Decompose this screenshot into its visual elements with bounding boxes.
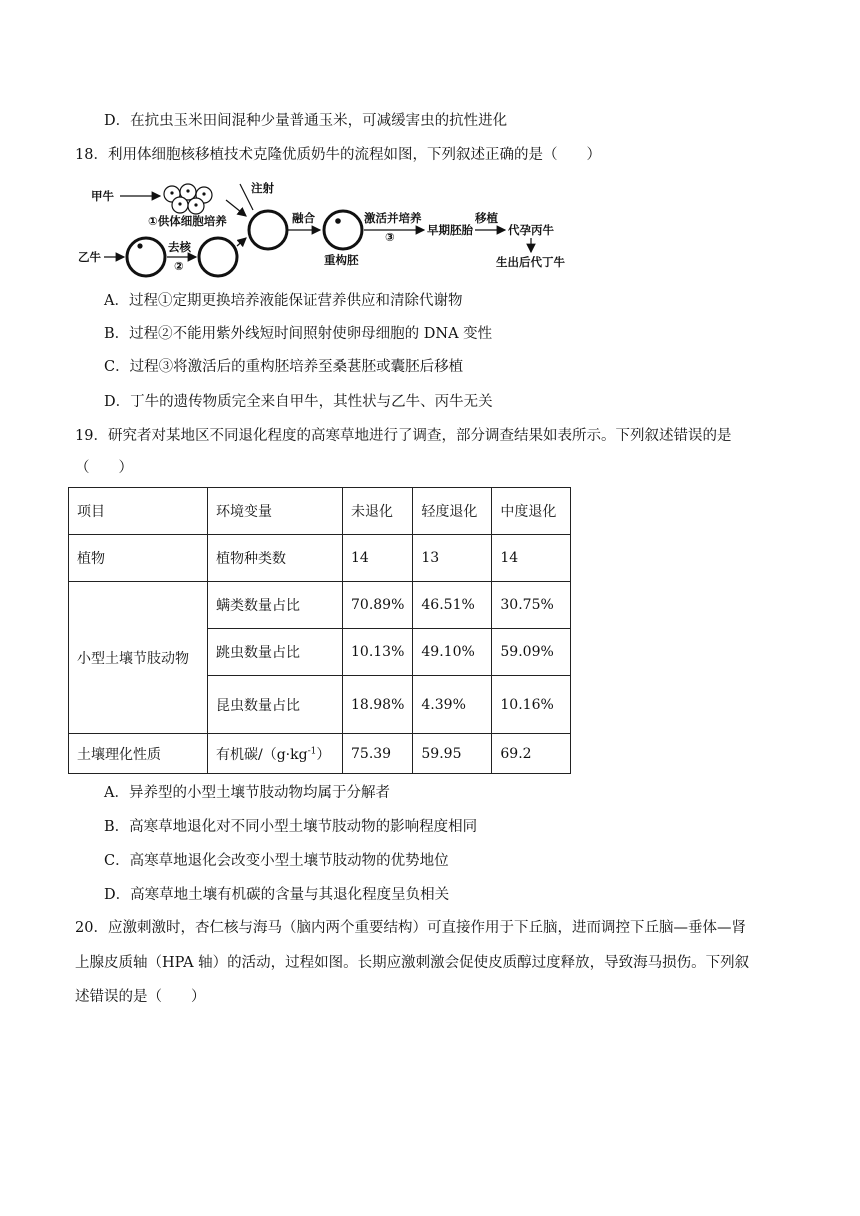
cloning-flow-diagram (68, 178, 588, 278)
q19-option-a: A．异养型的小型土壤节肢动物均属于分解者 (104, 785, 390, 801)
label-early-embryo: 早期胚胎 (427, 223, 473, 237)
cell: 10.16% (492, 676, 571, 734)
label-activate: 激活并培养 (364, 211, 422, 225)
embryo-nucleus-icon (335, 218, 341, 224)
cell: 49.10% (413, 629, 492, 676)
needle-arrow (226, 200, 246, 216)
label-step3: ③ (385, 230, 395, 244)
cell: 18.98% (343, 676, 413, 734)
cell: 59.09% (492, 629, 571, 676)
injected-oocyte-icon (249, 211, 287, 249)
cell: 46.51% (413, 582, 492, 629)
group-plant: 植物 (69, 535, 208, 582)
cell: 14 (343, 535, 413, 582)
q19-stem-paren: （ ） (75, 460, 133, 476)
group-soil: 土壤理化性质 (69, 734, 208, 774)
q20-stem-line2: 上腺皮质轴（HPA 轴）的活动，过程如图。长期应激刺激会促使皮质醇过度释放，导致海马损伤。下列叙 (75, 955, 750, 971)
donor-cell-cluster-icon (164, 184, 212, 214)
th-item: 项目 (69, 488, 208, 535)
oocyte-icon (127, 238, 165, 276)
q18-stem: 18．利用体细胞核移植技术克隆优质奶牛的流程如图，下列叙述正确的是（ ） (75, 147, 601, 163)
cell: 跳虫数量占比 (208, 629, 343, 676)
label-transplant: 移植 (475, 211, 498, 225)
table-row (69, 734, 571, 774)
organic-carbon-label-end: ） (316, 746, 331, 763)
q18-option-b: B．过程②不能用紫外线短时间照射使卵母细胞的 DNA 变性 (104, 326, 493, 342)
th-none: 未退化 (343, 488, 413, 535)
th-variable: 环境变量 (208, 488, 343, 535)
cell: 70.89% (343, 582, 413, 629)
label-jia: 甲牛 (91, 189, 114, 203)
cell: 59.95 (413, 734, 492, 774)
cell: 昆虫数量占比 (208, 676, 343, 734)
oocyte-nucleus-icon (137, 243, 142, 248)
label-step2: ② (174, 259, 184, 273)
cell: 75.39 (343, 734, 413, 774)
label-surrogate: 代孕丙牛 (508, 223, 554, 237)
arrow-to-inject (237, 238, 246, 246)
label-enucleate: 去核 (168, 240, 191, 254)
q19-option-c: C．高寒草地退化会改变小型土壤节肢动物的优势地位 (104, 853, 449, 869)
degradation-table (68, 487, 571, 774)
table-header-row (69, 488, 571, 535)
organic-carbon-label: 有机碳/（g·kg (216, 746, 308, 763)
q20-stem-line1: 20．应激刺激时，杏仁核与海马（脑内两个重要结构）可直接作用于下丘脑，进而调控下丘脑—垂体—肾 (75, 920, 746, 936)
q17-option-d: D．在抗虫玉米田间混种少量普通玉米，可减缓害虫的抗性进化 (104, 113, 508, 129)
reconstructed-embryo-icon (324, 211, 362, 249)
q20-stem-line3: 述错误的是（ ） (75, 989, 206, 1005)
cell-organic-carbon (208, 734, 343, 774)
th-moderate: 中度退化 (492, 488, 571, 535)
cell: 4.39% (413, 676, 492, 734)
cell: 69.2 (492, 734, 571, 774)
label-reconstructed: 重构胚 (324, 253, 359, 267)
enucleated-oocyte-icon (199, 238, 237, 276)
q19-option-d: D．高寒草地土壤有机碳的含量与其退化程度呈负相关 (104, 887, 450, 903)
table-row (69, 535, 571, 582)
cell: 螨类数量占比 (208, 582, 343, 629)
label-fusion: 融合 (292, 211, 315, 225)
cell: 14 (492, 535, 571, 582)
q19-option-b: B．高寒草地退化对不同小型土壤节肢动物的影响程度相同 (104, 819, 478, 835)
th-light: 轻度退化 (413, 488, 492, 535)
label-step1: ①供体细胞培养 (148, 214, 227, 228)
table-row (69, 582, 571, 629)
group-arthropod: 小型土壤节肢动物 (69, 582, 208, 734)
q18-option-a: A．过程①定期更换培养液能保证营养供应和清除代谢物 (104, 293, 463, 309)
label-offspring: 生出后代丁牛 (496, 255, 565, 269)
q18-option-c: C．过程③将激活后的重构胚培养至桑葚胚或囊胚后移植 (104, 359, 464, 375)
q19-stem: 19．研究者对某地区不同退化程度的高寒草地进行了调查，部分调查结果如表所示。下列叙述错误的是 (75, 428, 732, 444)
cell: 13 (413, 535, 492, 582)
label-inject: 注射 (251, 181, 274, 195)
cell: 植物种类数 (208, 535, 343, 582)
q18-option-d: D．丁牛的遗传物质完全来自甲牛，其性状与乙牛、丙牛无关 (104, 394, 493, 410)
cell: 10.13% (343, 629, 413, 676)
label-yi: 乙牛 (78, 250, 101, 264)
unit-exponent: -1 (307, 745, 317, 756)
cell: 30.75% (492, 582, 571, 629)
